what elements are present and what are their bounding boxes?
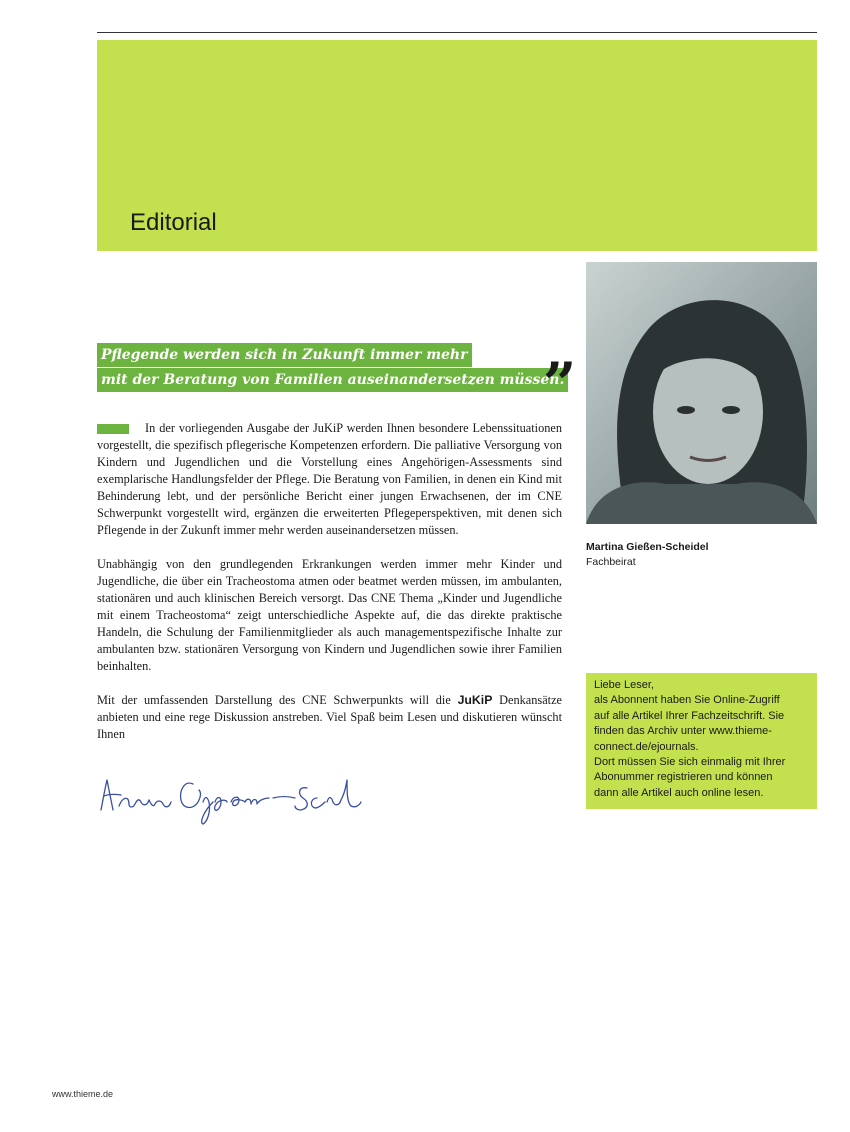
info-line: finden das Archiv unter www.thieme- (594, 725, 772, 738)
info-line: Liebe Leser, (594, 679, 654, 691)
article-paragraph-3: Mit der umfassenden Darstellung des CNE Schwerpunkts will die JuKiP Denkansätze anbieten und eine rege Diskussion anstreben. Viel Spaß beim Lesen und diskutieren wünscht Ihnen (97, 693, 562, 741)
article-body (97, 420, 562, 760)
pull-quote (97, 343, 568, 393)
top-rule (97, 32, 817, 33)
footer-url: www.thieme.de (52, 1089, 114, 1099)
pull-quote-line-1: Pflegende werden sich in Zukunft immer mehr (97, 343, 472, 367)
info-line: connect.de/ejournals. (594, 740, 699, 753)
handwritten-signature (95, 766, 365, 833)
author-role: Fachbeirat (586, 556, 636, 568)
subscriber-info-box (586, 673, 817, 809)
article-paragraph-2: Unabhängig von den grundlegenden Erkrankungen werden immer mehr Kinder und Jugendliche, die über ein Tracheostoma atmen oder beatmet werden müssen, im ambulanten, stationären und auch klinischen Bereich versorgt. Das CNE Thema „Kinder und Jugendliche mit einem Tracheostoma“ zeigt unterschiedliche Aspekte auf, die das direkte praktische Handeln, die Schulung der Familienmitglieder als auch managementspezifische Inhalte zur ambulanten bzw. stationären Versorgung von Kindern und Jugendlichen sowie ihrer Familien beinhalten. (97, 557, 562, 673)
author-caption (586, 540, 709, 570)
brand-name: JuKiP (457, 693, 493, 707)
author-name: Martina Gießen-Scheidel (586, 541, 709, 553)
author-photo (586, 262, 817, 524)
info-line: Dort müssen Sie sich einmalig mit Ihrer (594, 756, 786, 769)
info-line: auf alle Artikel Ihrer Fachzeitschrift. Sie (594, 709, 785, 722)
page-title: Editorial (130, 209, 217, 236)
info-line: Abonummer registrieren und können (594, 771, 773, 784)
info-line: dann alle Artikel auch online lesen. (594, 786, 764, 799)
quote-marks-icon: ” (543, 350, 577, 418)
info-line: als Abonnent haben Sie Online-Zugriff (594, 694, 780, 707)
pull-quote-line-2: mit der Beratung von Familien auseinandersetzen müssen. (97, 368, 568, 392)
article-paragraph-1: In der vorliegenden Ausgabe der JuKiP werden Ihnen besondere Lebenssituationen vorgestellt, die spezifisch pflegerische Kompetenzen erfordern. Die palliative Versorgung von Kindern und Jugendlichen und die Vorstellung eines Angehörigen-Assessments sind exemplarische Handlungsfelder der Pflege. Die Beratung von Familien, in denen ein Kind mit Behinderung lebt, und der persönliche Bericht einer jungen Erwachsenen, der im CNE Schwerpunkt vorgestellt wird, ergänzen die erweiterten Pflegeperspektiven, mit denen sich Pflegende in der Zukunft immer mehr werden auseinandersetzen müssen. (97, 421, 562, 537)
